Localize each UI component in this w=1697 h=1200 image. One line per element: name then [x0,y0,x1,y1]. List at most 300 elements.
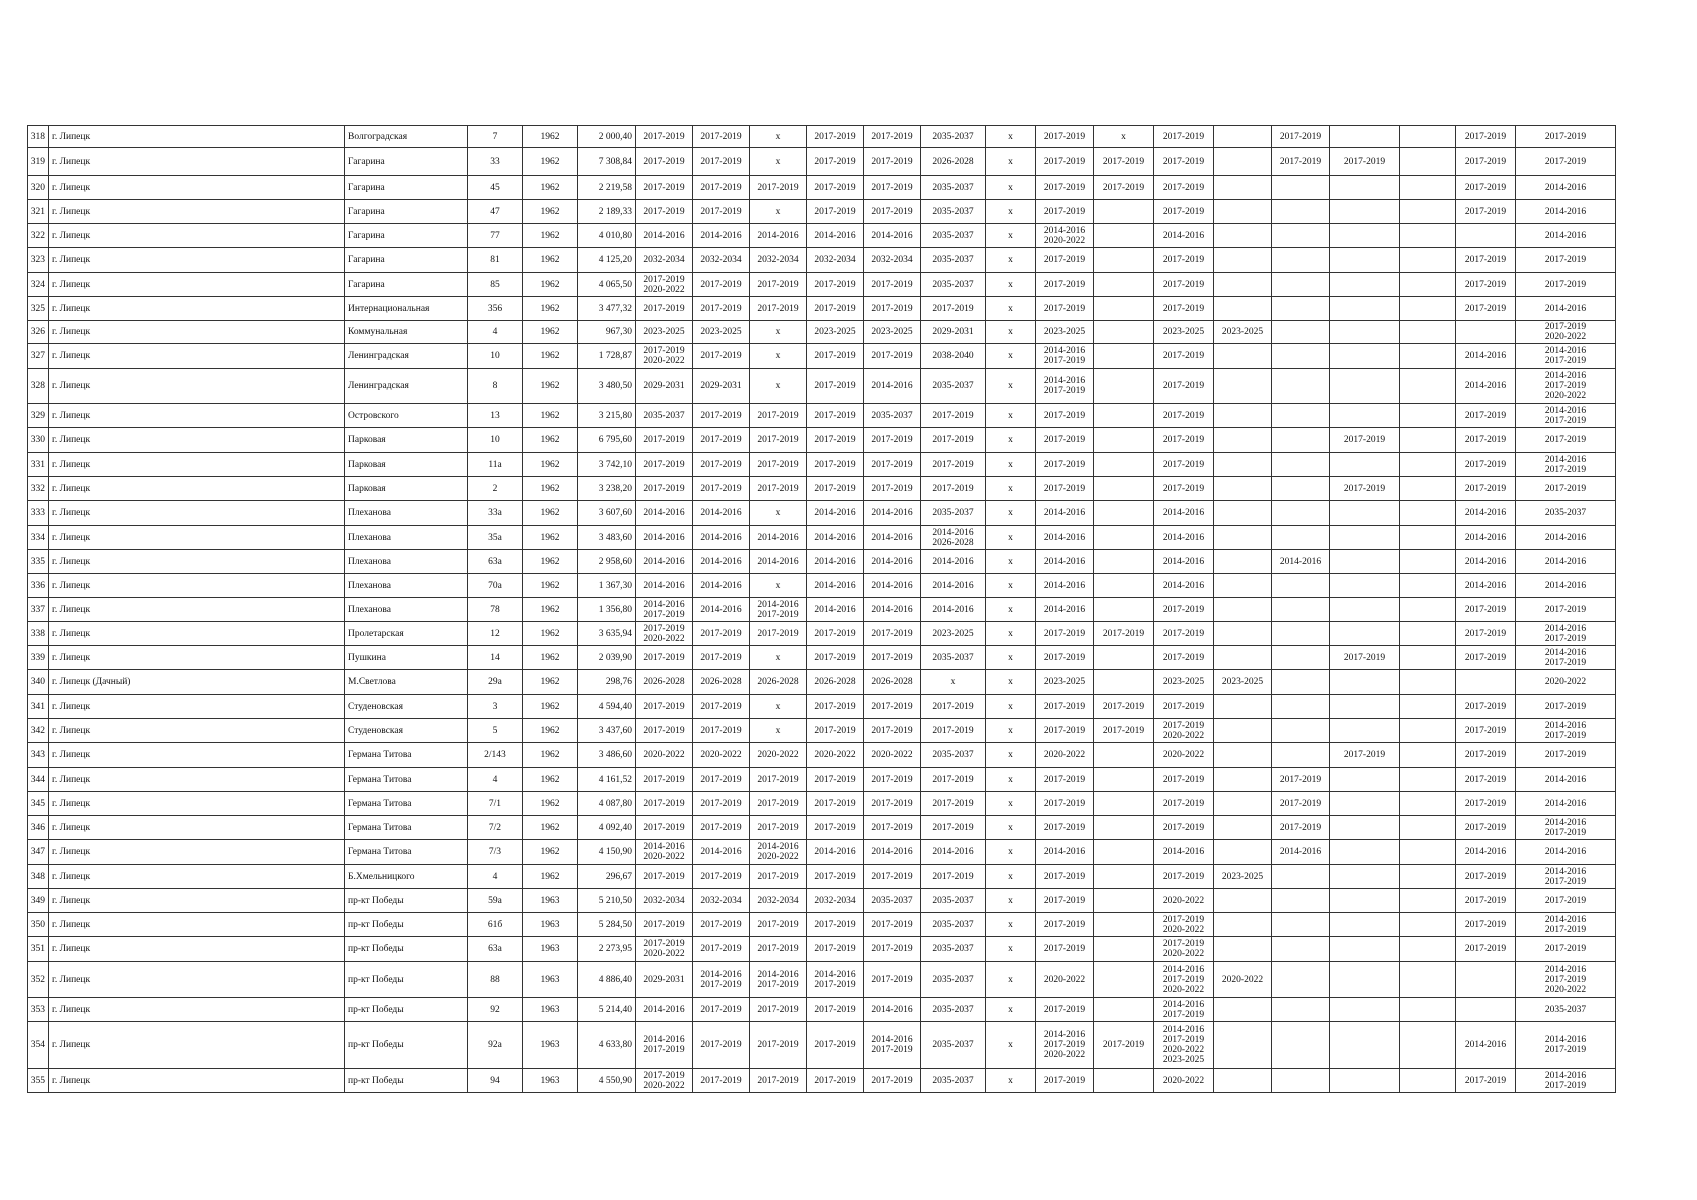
period-col-7-cell [986,816,1036,840]
period-col-3-cell [750,428,807,453]
city-text: г. Липецк [52,532,91,543]
period-col-15-cell [1456,719,1516,743]
row-number-cell [28,344,49,369]
period-col-2-text: 2017-2019 [700,798,742,809]
period-col-11-cell [1214,913,1272,937]
period-col-7-text: х [1008,1040,1013,1050]
area-text: 4 633,80 [598,1040,632,1050]
period-col-1-text: 2020-2022 [643,750,685,760]
table-row [28,816,1616,840]
period-col-10-cell [1154,477,1214,501]
period-col-3-text: х [775,327,781,337]
period-col-7-text: х [1008,459,1013,470]
period-col-4-text: 2017-2019 [814,652,856,663]
period-col-10-cell [1154,670,1214,695]
period-col-16-text: 2014-2016 [1544,556,1587,567]
period-col-10-cell [1154,297,1214,321]
area-text: 4 125,20 [598,255,632,265]
period-col-2-cell [693,622,750,646]
period-col-6-text: 2017-2019 [932,303,974,314]
table-row [28,913,1616,937]
area-cell [578,297,636,321]
period-col-7-text: х [1008,508,1013,518]
period-col-9-cell [1094,477,1154,501]
period-col-16-text: 2014-2016 [1544,580,1587,591]
period-col-7-cell [986,719,1036,743]
period-col-10-text: 2020-2022 [1162,750,1205,760]
period-col-2-cell [693,321,750,344]
period-col-3-text: 2017-2019 [757,822,799,833]
period-col-15-cell [1456,792,1516,816]
area-text: 2 189,33 [598,206,632,217]
period-col-1-text: 2014-2016 [643,556,685,567]
house-number-text: 81 [490,255,500,265]
period-col-8-text: 2017-2019 [1043,156,1086,167]
period-col-3-cell [750,526,807,550]
period-col-10-cell [1154,200,1214,224]
period-col-5-cell [864,176,921,200]
period-col-11-cell [1214,428,1272,453]
period-col-10-text: 2017-2019 [1162,871,1205,882]
period-col-12-cell [1272,126,1330,148]
house-number-cell [468,574,523,598]
period-col-15-text: 2017-2019 [1464,822,1507,833]
period-col-4-cell [807,840,864,865]
area-cell [578,148,636,176]
period-col-5-cell [864,126,921,148]
period-col-7-cell [986,404,1036,428]
period-col-6-text: 2017-2019 [932,483,974,494]
period-col-4-text: 2017-2019 [814,279,856,290]
period-col-3-text: х [775,701,781,712]
row-number-cell [28,937,49,962]
period-col-3-text: 2032-2034 [757,255,799,265]
year-built-cell [523,248,578,273]
period-col-9-cell [1094,501,1154,526]
period-col-7-cell [986,126,1036,148]
period-col-1-cell [636,148,693,176]
period-col-1-cell [636,477,693,501]
period-col-4-text: 2017-2019 [814,919,856,930]
row-number-cell [28,297,49,321]
area-cell [578,670,636,695]
row-number-cell [28,369,49,404]
period-col-2-text: 2014-2016 [700,230,742,241]
period-col-5-text: 2017-2019 [871,1075,913,1086]
period-col-8-text: 2020-2022 [1043,974,1086,985]
period-col-9-cell [1094,768,1154,792]
period-col-3-text: х [775,381,781,391]
city-text: г. Липецк [52,1040,91,1050]
period-col-15-text: 2014-2016 [1464,381,1507,391]
period-col-1-cell [636,321,693,344]
year-built-text: 1962 [540,279,560,290]
period-col-16-cell [1516,126,1616,148]
area-text: 1 367,30 [598,580,632,591]
period-col-6-cell [921,321,986,344]
period-col-4-text: 2014-2016 [814,604,856,615]
period-col-5-cell [864,913,921,937]
period-col-5-text: 2017-2019 [871,435,913,445]
house-number-cell [468,248,523,273]
period-col-6-text: 2035-2037 [932,381,974,391]
period-col-8-text: 2017-2019 [1043,701,1086,712]
house-number-text: 63а [488,944,502,954]
period-col-6-text: 2035-2037 [932,919,974,930]
period-col-2-text: 2020-2022 [700,750,742,760]
table-row [28,148,1616,176]
period-col-2-text: 2032-2034 [700,895,742,906]
period-col-10-cell [1154,369,1214,404]
period-col-13-cell [1330,501,1400,526]
period-col-14-cell [1400,998,1456,1022]
period-col-14-cell [1400,297,1456,321]
period-col-16-cell [1516,477,1616,501]
street-cell [345,321,468,344]
table-row [28,321,1616,344]
period-col-9-cell [1094,719,1154,743]
period-col-2-cell [693,453,750,477]
period-col-12-text: 2017-2019 [1279,774,1322,785]
period-col-11-cell [1214,248,1272,273]
period-col-13-cell [1330,865,1400,889]
year-built-text: 1962 [540,556,560,567]
year-built-text: 1962 [540,255,560,265]
period-col-14-cell [1400,224,1456,248]
period-col-4-cell [807,148,864,176]
period-col-8-text: 2017-2019 [1043,1004,1086,1015]
period-col-5-cell [864,622,921,646]
period-col-7-text: х [1008,798,1013,809]
period-col-4-text: 2017-2019 [814,1075,856,1086]
period-col-16-cell [1516,792,1616,816]
period-col-11-cell [1214,646,1272,670]
house-number-cell [468,937,523,962]
period-col-16-cell [1516,695,1616,719]
year-built-text: 1962 [540,580,560,591]
period-col-12-cell [1272,321,1330,344]
period-col-3-text: х [775,652,781,663]
period-col-2-text: 2014-2016 [700,580,742,591]
period-col-10-text: 2014-2016 2017-2019 [1162,999,1205,1020]
period-col-1-cell [636,369,693,404]
table-row [28,937,1616,962]
period-col-8-text: 2017-2019 [1043,206,1086,217]
year-built-cell [523,937,578,962]
city-cell [49,574,345,598]
period-col-8-cell [1036,913,1094,937]
period-col-4-cell [807,200,864,224]
period-col-8-cell [1036,574,1094,598]
period-col-2-text: 2017-2019 [700,1075,742,1086]
table-row [28,865,1616,889]
house-number-text: 94 [490,1075,500,1086]
period-col-3-cell [750,321,807,344]
period-col-2-text: 2023-2025 [700,327,742,337]
year-built-text: 1962 [540,871,560,882]
period-col-12-cell [1272,297,1330,321]
period-col-9-cell [1094,428,1154,453]
period-col-3-cell [750,622,807,646]
period-col-13-cell [1330,840,1400,865]
period-col-8-cell [1036,550,1094,574]
city-text: г. Липецк [52,435,91,445]
period-col-9-cell [1094,453,1154,477]
period-col-1-cell [636,526,693,550]
area-cell [578,998,636,1022]
year-built-text: 1962 [540,410,560,421]
period-col-8-cell [1036,200,1094,224]
period-col-10-text: 2017-2019 [1162,255,1205,265]
city-text: г. Липецк [52,303,91,314]
period-col-7-cell [986,574,1036,598]
row-number-text: 346 [30,822,45,833]
period-col-6-text: 2035-2037 [932,206,974,217]
period-col-9-cell [1094,176,1154,200]
street-cell [345,962,468,998]
period-col-16-text: 2017-2019 2020-2022 [1544,322,1587,342]
street-cell [345,1022,468,1069]
period-col-16-cell [1516,670,1616,695]
period-col-10-text: 2017-2019 2020-2022 [1162,914,1205,935]
period-col-5-cell [864,404,921,428]
period-col-8-cell [1036,865,1094,889]
area-cell [578,344,636,369]
street-cell [345,865,468,889]
period-col-15-text: 2014-2016 [1464,556,1507,567]
period-col-6-text: 2017-2019 [932,822,974,833]
street-text: Пролетарская [348,628,404,639]
city-cell [49,404,345,428]
period-col-6-cell [921,176,986,200]
period-col-4-text: 2014-2016 [814,532,856,543]
period-col-3-text: 2026-2028 [757,677,799,687]
row-number-cell [28,176,49,200]
period-col-4-text: 2014-2016 [814,556,856,567]
period-col-12-cell [1272,148,1330,176]
period-col-3-text: 2017-2019 [757,410,799,421]
city-cell [49,622,345,646]
period-col-1-cell [636,670,693,695]
area-text: 2 273,95 [598,944,632,954]
period-col-16-text: 2014-2016 [1544,798,1587,809]
period-col-12-cell [1272,369,1330,404]
period-col-1-text: 2014-2016 [643,230,685,241]
period-col-8-cell [1036,369,1094,404]
house-number-text: 5 [492,725,498,736]
period-col-10-cell [1154,719,1214,743]
row-number-text: 345 [30,798,45,809]
house-number-cell [468,176,523,200]
period-col-2-text: 2017-2019 [700,410,742,421]
table-row [28,792,1616,816]
period-col-14-cell [1400,428,1456,453]
period-col-6-cell [921,962,986,998]
period-col-16-text: 2014-2016 [1544,303,1587,314]
period-col-2-text: 2017-2019 [700,206,742,217]
period-col-15-text: 2017-2019 [1464,435,1507,445]
period-col-3-text: х [775,725,781,736]
period-col-6-cell [921,937,986,962]
period-col-4-text: 2017-2019 [814,774,856,785]
period-col-12-cell [1272,792,1330,816]
row-number-cell [28,598,49,622]
period-col-13-cell [1330,224,1400,248]
period-col-5-text: 2017-2019 [871,652,913,663]
period-col-11-text: 2023-2025 [1221,871,1264,882]
period-col-8-text: 2017-2019 [1043,652,1086,663]
period-col-3-text: х [775,580,781,591]
period-col-6-text: 2035-2037 [932,895,974,906]
period-col-3-text: 2017-2019 [757,628,799,639]
period-col-7-text: х [1008,725,1013,736]
period-col-1-text: 2029-2031 [643,974,685,985]
period-col-1-cell [636,344,693,369]
period-col-10-cell [1154,792,1214,816]
city-text: г. Липецк [52,774,91,785]
year-built-text: 1962 [540,628,560,639]
period-col-3-text: х [775,156,781,167]
year-built-cell [523,273,578,297]
street-text: Парковая [348,459,386,470]
period-col-4-text: 2017-2019 [814,131,856,142]
period-col-7-cell [986,369,1036,404]
house-number-cell [468,428,523,453]
period-col-4-cell [807,768,864,792]
period-col-7-text: х [1008,1004,1013,1015]
period-col-5-text: 2017-2019 [871,351,913,361]
period-col-10-cell [1154,816,1214,840]
period-col-15-cell [1456,344,1516,369]
period-col-11-cell [1214,998,1272,1022]
period-col-5-cell [864,768,921,792]
street-text: Германа Титова [348,847,412,857]
area-cell [578,574,636,598]
period-col-15-cell [1456,598,1516,622]
period-col-16-text: 2017-2019 [1544,944,1587,954]
period-col-14-cell [1400,200,1456,224]
period-col-4-text: 2017-2019 [814,1004,856,1015]
period-col-11-cell [1214,477,1272,501]
period-col-9-cell [1094,840,1154,865]
period-col-8-cell [1036,126,1094,148]
period-col-6-text: 2035-2037 [932,944,974,954]
period-col-16-text: 2014-2016 2017-2019 [1544,454,1587,475]
row-number-text: 334 [30,532,45,543]
period-col-8-text: 2020-2022 [1043,750,1086,760]
period-col-1-text: 2017-2019 2020-2022 [643,939,685,959]
year-built-text: 1962 [540,156,560,167]
period-col-5-text: 2017-2019 [871,701,913,712]
house-number-text: 4 [492,327,498,337]
period-col-15-text: 2017-2019 [1464,919,1507,930]
period-col-8-cell [1036,962,1094,998]
period-col-3-cell [750,998,807,1022]
period-col-10-cell [1154,273,1214,297]
row-number-text: 332 [30,483,45,494]
period-col-1-cell [636,501,693,526]
house-number-cell [468,148,523,176]
period-col-5-text: 2017-2019 [871,774,913,785]
area-text: 2 000,40 [598,131,632,142]
period-col-1-text: 2017-2019 [643,156,685,167]
period-col-9-cell [1094,1069,1154,1093]
period-col-1-cell [636,453,693,477]
period-col-4-text: 2017-2019 [814,628,856,639]
city-cell [49,176,345,200]
period-col-16-cell [1516,344,1616,369]
period-col-4-text: 2017-2019 [814,701,856,712]
period-col-4-text: 2020-2022 [814,750,856,760]
period-col-13-cell [1330,477,1400,501]
street-cell [345,695,468,719]
period-col-3-text: х [775,351,781,361]
period-col-3-text: 2017-2019 [757,279,799,290]
period-col-14-cell [1400,369,1456,404]
area-cell [578,962,636,998]
row-number-text: 338 [30,628,45,639]
city-cell [49,743,345,768]
house-number-cell [468,598,523,622]
area-text: 4 065,50 [598,279,632,290]
period-col-8-text: 2014-2016 2017-2019 [1043,346,1086,366]
period-col-1-cell [636,913,693,937]
period-col-15-cell [1456,695,1516,719]
period-col-4-text: 2017-2019 [814,871,856,882]
period-col-15-cell [1456,1069,1516,1093]
street-cell [345,598,468,622]
period-col-8-cell [1036,889,1094,913]
year-built-cell [523,646,578,670]
house-number-cell [468,962,523,998]
period-col-7-text: х [1008,206,1013,217]
period-col-2-cell [693,719,750,743]
house-number-text: 92а [488,1040,502,1050]
period-col-7-cell [986,998,1036,1022]
period-col-8-text: 2017-2019 [1043,822,1086,833]
period-col-3-text: 2014-2016 2020-2022 [757,842,799,862]
period-col-5-cell [864,321,921,344]
period-col-4-text: 2017-2019 [814,459,856,470]
period-col-4-cell [807,598,864,622]
period-col-7-text: х [1008,131,1013,142]
period-col-2-text: 2017-2019 [700,483,742,494]
period-col-15-text: 2017-2019 [1464,725,1507,736]
period-col-7-text: х [1008,677,1013,687]
row-number-text: 325 [30,303,45,314]
period-col-13-cell [1330,913,1400,937]
period-col-1-cell [636,816,693,840]
period-col-10-cell [1154,889,1214,913]
period-col-2-text: 2017-2019 [700,279,742,290]
period-col-13-cell [1330,695,1400,719]
period-col-5-text: 2014-2016 [871,508,913,518]
street-cell [345,937,468,962]
period-col-9-cell [1094,598,1154,622]
period-col-1-cell [636,622,693,646]
period-col-10-text: 2017-2019 [1162,206,1205,217]
period-col-10-cell [1154,224,1214,248]
period-col-9-cell [1094,889,1154,913]
period-col-7-cell [986,865,1036,889]
year-built-cell [523,719,578,743]
period-col-3-cell [750,200,807,224]
street-text: Германа Титова [348,750,412,760]
period-col-11-cell [1214,1069,1272,1093]
period-col-7-text: х [1008,580,1013,591]
period-col-15-cell [1456,248,1516,273]
period-col-13-cell [1330,622,1400,646]
